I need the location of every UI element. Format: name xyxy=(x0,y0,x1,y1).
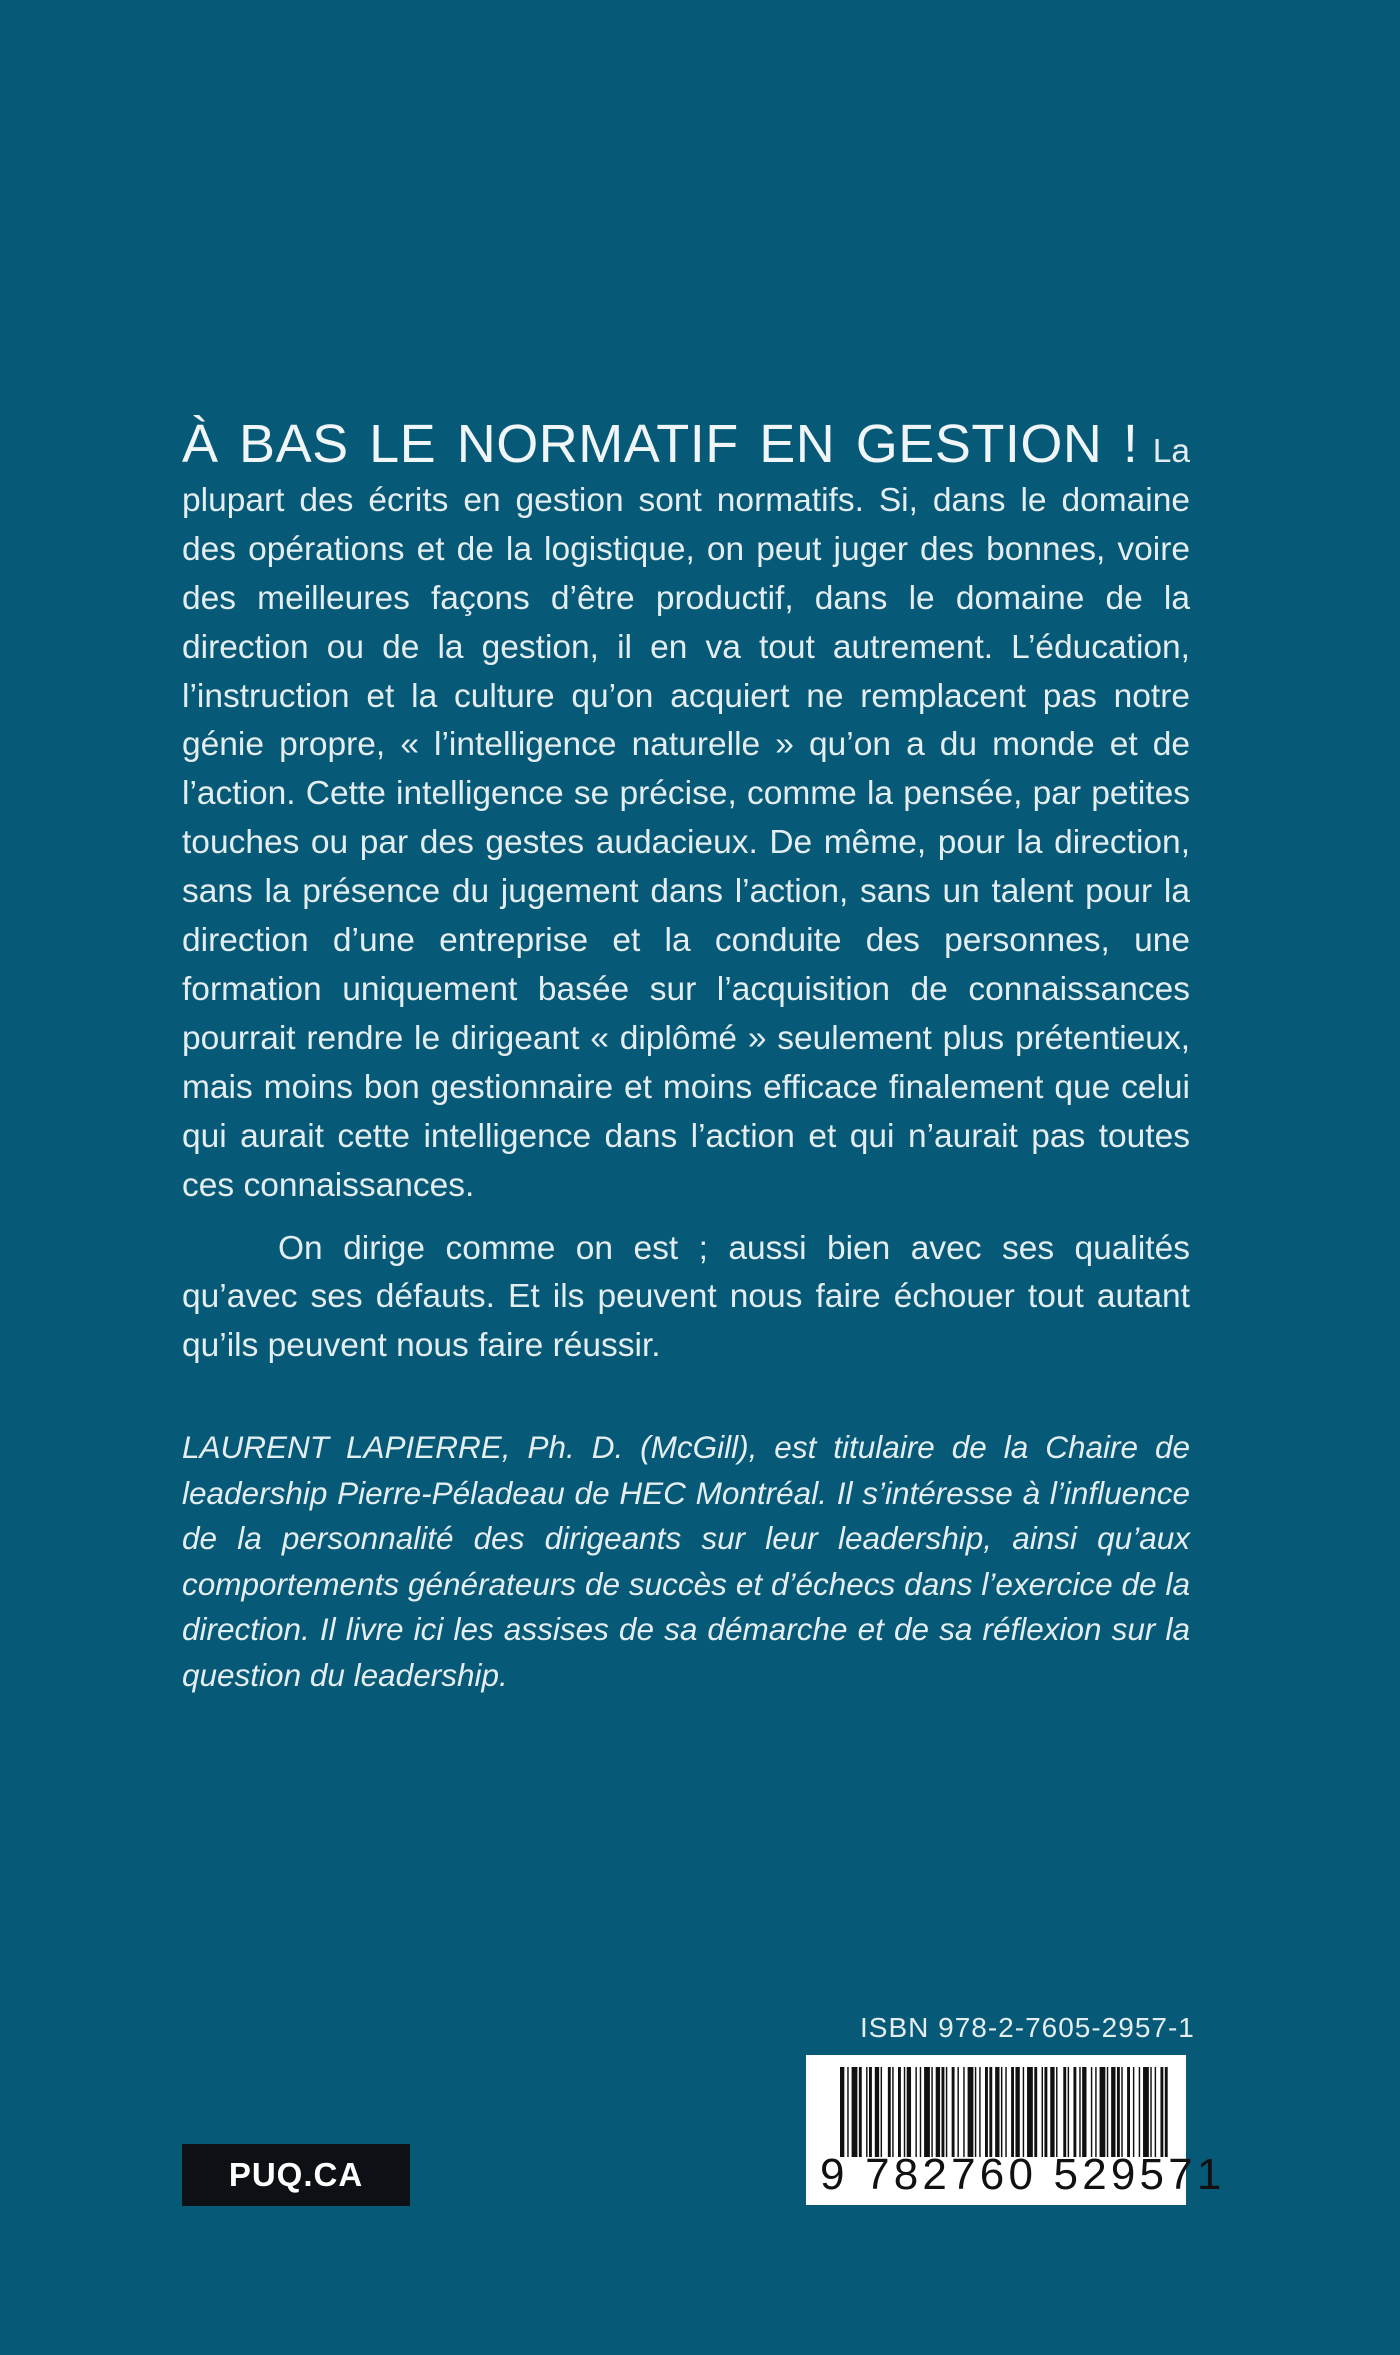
barcode-bar xyxy=(936,2067,940,2157)
barcode-bar xyxy=(957,2067,958,2157)
barcode-bar xyxy=(1107,2067,1108,2157)
blurb xyxy=(182,414,1190,1371)
barcode-bar xyxy=(946,2067,947,2157)
barcode xyxy=(806,2055,1226,2205)
barcode-bar xyxy=(1133,2067,1134,2157)
barcode-bar xyxy=(1063,2067,1066,2157)
barcode-bar xyxy=(888,2067,891,2157)
barcode-bar xyxy=(847,2067,848,2157)
barcode-bar xyxy=(1160,2067,1163,2157)
blurb-paragraph-1-text: La plupart des écrits en gestion sont normatifs. Si, dans le domaine des opérations et de la logistique, on peut juger des bonnes, voire des meilleures façons d’être productif, dans le domaine de la direction ou de la gestion, il en va tout autrement. L’éducation, l’instruction et la culture qu’on acquiert ne remplacent pas notre génie propre, « l’intelligence naturelle » qu’on a du monde et de l’action. Cette intelligence se précise, comme la pensée, par petites touches ou par des gestes audacieux. De même, pour la direction, sans la présence du jugement dans l’action, sans un talent pour la direction d’une entreprise et la conduite des personnes, une formation uniquement basée sur l’acquisition de connaissances pourrait rendre le dirigeant « diplômé » seulement plus prétentieux, mais moins bon gestionnaire et moins efficace finalement que celui qui aurait cette intelligence dans l’action et qui n’aurait pas toutes ces connaissances. xyxy=(182,433,1190,1204)
barcode-bar xyxy=(1155,2067,1156,2157)
barcode-bar xyxy=(1068,2067,1069,2157)
barcode-bar xyxy=(1042,2067,1043,2157)
barcode-bar xyxy=(1001,2067,1002,2157)
barcode-bar xyxy=(1121,2067,1122,2157)
barcode-bar xyxy=(859,2067,862,2157)
barcode-bar xyxy=(1139,2067,1140,2157)
barcode-bar xyxy=(920,2067,921,2157)
barcode-bar xyxy=(1034,2067,1037,2157)
barcode-bar xyxy=(985,2067,988,2157)
barcode-bar xyxy=(875,2067,879,2157)
blurb-paragraph-2: On dirige comme on est ; aussi bien avec ses qualités qu’avec ses défauts. Et ils peuvent nous faire échouer tout autant qu’ils peuvent nous faire réussir. xyxy=(182,1229,1190,1365)
barcode-bar xyxy=(892,2067,893,2157)
barcode-bar xyxy=(869,2067,872,2157)
isbn-label: ISBN 978-2-7605-2957-1 xyxy=(860,2012,1195,2043)
headline: À BAS LE NORMATIF EN GESTION ! xyxy=(182,414,1139,474)
barcode-bar xyxy=(1091,2067,1092,2157)
barcode-bar xyxy=(1117,2067,1120,2157)
barcode-bar xyxy=(898,2067,901,2157)
barcode-bars xyxy=(840,2067,1170,2157)
barcode-digits: 9 782760 529571 xyxy=(820,2150,1226,2199)
barcode-bar xyxy=(866,2067,867,2157)
barcode-bar xyxy=(989,2067,992,2157)
barcode-bar xyxy=(1143,2067,1149,2157)
barcode-bar xyxy=(840,2067,844,2157)
barcode-bar xyxy=(915,2067,916,2157)
barcode-bar xyxy=(968,2067,974,2157)
barcode-bar xyxy=(1011,2067,1014,2157)
barcode-bar xyxy=(1023,2067,1024,2157)
barcode-bar xyxy=(907,2067,911,2157)
barcode-bar xyxy=(1073,2067,1076,2157)
barcode-bar xyxy=(1150,2067,1151,2157)
publisher-logo: PUQ.CA xyxy=(182,2144,410,2206)
barcode-bar xyxy=(975,2067,976,2157)
barcode-bar xyxy=(1165,2067,1168,2157)
barcode-bar xyxy=(1079,2067,1080,2157)
author-bio: LAURENT LAPIERRE, Ph. D. (McGill), est titulaire de la Chaire de leadership Pierre-Péladeau de HEC Montréal. Il s’intéresse à l’influence de la personnalité des dirigeants sur leur leadership, ainsi qu’aux comportements générateurs de succès et d’échecs dans l’exercice de la direction. Il livre ici les assises de sa démarche et de sa réflexion sur la question du leadership. xyxy=(182,1429,1190,1693)
barcode-bar xyxy=(1127,2067,1130,2157)
barcode-bar xyxy=(1056,2067,1057,2157)
barcode-bar xyxy=(852,2067,858,2157)
barcode-bar xyxy=(904,2067,905,2157)
barcode-bar xyxy=(952,2067,955,2157)
barcode-bar xyxy=(942,2067,945,2157)
barcode-bar xyxy=(1015,2067,1019,2157)
barcode-bar xyxy=(1005,2067,1006,2157)
blurb-paragraph-1 xyxy=(182,414,1190,1211)
barcode-bar xyxy=(979,2067,980,2157)
barcode-bar xyxy=(881,2067,882,2157)
barcode-bar xyxy=(931,2067,932,2157)
barcode-bar xyxy=(1082,2067,1086,2157)
barcode-bar xyxy=(963,2067,964,2157)
barcode-bar xyxy=(1100,2067,1106,2157)
barcode-bar xyxy=(1027,2067,1033,2157)
barcode-bar xyxy=(1044,2067,1047,2157)
barcode-bar xyxy=(1095,2067,1096,2157)
barcode-bar xyxy=(1050,2067,1054,2157)
barcode-bar xyxy=(924,2067,930,2157)
barcode-bar xyxy=(995,2067,999,2157)
barcode-bar xyxy=(1111,2067,1115,2157)
